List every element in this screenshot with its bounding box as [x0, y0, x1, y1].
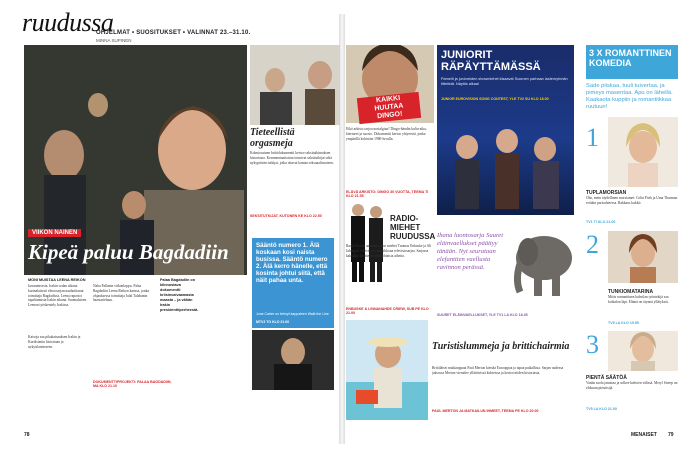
quote-photo	[252, 330, 334, 390]
elephant-photo	[508, 228, 578, 300]
romcom-number-2: 2	[586, 230, 599, 259]
quote-text: Sääntö numero 1. Älä koskaan kosi naista busissa. Sääntö numero 2. Älä kerro hänelle, että kosinta johtui siitä, että näit pahaa unta.	[256, 242, 328, 284]
feature-credit: DOKUMENTTIPROJEKTI: PALAA BAGDADIIN, MA KLO 21.10	[93, 380, 172, 388]
feature-body-1: kuvaamisesta. Irakin sodan aikana kurinalaisesti ehtoosarjan nauhoittanut toimittaja Bagdadissa. Leena raportoi tapahtumista Irakin aikana. Suomalaisen Leenan työskentely Irakissa.	[28, 284, 87, 308]
kaikki-badge: KAIKKI HUUTAA DINGO!	[357, 92, 421, 124]
juniorit-credit: JUNIOR EUROVISION SONG CONTEST, YLE TV2 SU KLO 18.00	[441, 97, 549, 101]
left-folio: 78	[24, 432, 30, 438]
romcom-item-2-title: TUNKIOMATARINA	[608, 289, 654, 295]
romcom-item-3-title: PIENTÄ SÄÄTÖÄ	[586, 375, 627, 381]
quote-credit: MTV3 TO KLO 21.00	[256, 320, 290, 324]
feature-body-3: Katsoja saa pikakatsauksen Irakin ja Kurdistanin historiaan ja nykytilanteeseen.	[28, 335, 81, 349]
feature-body-2: Naba Pallanin viikonloppu. Palaa Bagdadiin Leena Reikon kanssa, jonka ohjauksessa toimittaja Jalal Talabanin haastatteluun.	[93, 284, 149, 303]
radio-credit: ENBUSKE & LINNANAHDE CRIEW, SUB PE KLO 21.00	[346, 307, 429, 315]
radio-photo	[346, 200, 386, 282]
quote-attribution: June Carter on tehnyt kappaleen Walk the Line	[256, 312, 329, 316]
romcom-photo-1	[608, 117, 678, 187]
elephant-quote: Ihana luontosarja Suuret eläinvaellukset päättyy tänään. Nyt seurataan elefanttien vaellusta ravinnon perässä.	[437, 232, 504, 271]
turist-body: Brittiläiset matkaoppaat Paul Merton kiertää Eurooppaa ja tapaa paikallisia. Sarjan uudessa jaksossa Merton vierailee yllättävissä kohteissa ja kertoo niiden historiasta.	[432, 366, 564, 375]
orgasm-photo	[250, 45, 340, 125]
kaikki-credit: ELÄVÄ ARKISTO: DINGO 30 VUOTTA, TEEMA TI KLO 21.55	[346, 190, 429, 198]
masthead-subtitle: OHJELMAT • SUOSITUKSET • VALINNAT 23.–31.10.	[96, 30, 251, 36]
masthead-title: ruudussa	[22, 8, 114, 37]
juniorit-panel	[437, 45, 574, 215]
romcom-item-3-credit: TV5 LA KLO 21.00	[586, 407, 617, 411]
romcom-item-1-credit: TV1 TI KLO 21.00	[586, 220, 616, 224]
romcom-item-2-body: Mitäs romanttinen kahvilan työntekijä saa kohtalon läpi. Elämä on täynnä yllätyksiä.	[608, 295, 669, 304]
romcom-item-3-body: Vanha suola janottaa ja solkee kahvien välissä. Meryl Streep on elokuun pirtuitsijä.	[586, 381, 678, 390]
masthead-byline: MINNA SUPINEN	[96, 38, 132, 43]
romcom-intro: Sade piiskaa, tuuli tuivertaa, ja pimeys masentaa. Apu on lähellä. Kaakaota kuppiin ja romantiikkaa ruutuun!	[586, 83, 673, 110]
kaikki-body: Eikö arkisto tarjoa nostalgiaa? Dingo-bändin kulta-aika, kiertueet ja suosio. Dokumentti kertoo yhtyeestä, jonka ympärillä kohistiin 1980-luvulla.	[346, 127, 427, 141]
romcom-column	[586, 45, 678, 420]
romcom-item-1-title: TUPLAMORSIAN	[586, 190, 627, 196]
romcom-item-2-credit: TV5 LA KLO 19.55	[608, 321, 639, 325]
feature-headline: Kipeä paluu Bagdadiin	[28, 240, 229, 264]
radio-body: Radio Novan aamuista tutut miehet Tuomas Enbuske ja Ali Jahangiri tekevät nyt kaksikkona televisiosarjaa. Sarjassa kaksikko käsittelee ajankohtaisia aiheita.	[346, 244, 432, 258]
right-folio-brand: MENAISET	[631, 432, 657, 438]
orgasm-credit: SEKSITUTKIJAT, KUTONEN KE KLO 22.50	[250, 214, 322, 218]
romcom-item-1-body: Oho, mein täydellinen morsiamet: Colin Firth ja Uma Thurman erittäin parisuhteessa. Rakkaus kukkii.	[586, 196, 678, 205]
juniorit-body: Pamelit ja junioreiden showmiehet kisaavat Suomen parhaan lastenryhmän tittelistä. Näytös alkaa!	[441, 77, 568, 86]
feature-intro: MONI MUISTAA LEENA REIKON	[28, 278, 86, 282]
feature-kicker: VIIKON NAINEN	[28, 229, 81, 237]
radio-title: RADIO-MIEHET RUUDUSSA	[390, 214, 436, 241]
turist-headline: Turistislummeja ja brittichairmia	[432, 341, 570, 352]
romcom-title: 3 X ROMANTTINEN KOMEDIA	[586, 45, 678, 79]
romcom-photo-3	[608, 331, 678, 371]
elephant-credit: SUURET ELÄINVAELLUKSET, YLE TV1 LA KLO 18.45	[437, 313, 528, 317]
feature-caption: Palaa Bagdadiin on kiinnostava dokumentti kriisinvaivaamasta maasta – ja vähän Irakin presidenttiperheestä.	[160, 278, 199, 312]
quote-box	[252, 238, 334, 328]
juniorit-photo	[437, 107, 574, 215]
orgasm-headline: Tieteellistä orgasmeja	[250, 127, 295, 149]
romcom-number-3: 3	[586, 330, 599, 359]
turist-credit: PAUL MERTON JA MATKAILUN IHMEET, TEEMA PE KLO 20.00	[432, 409, 539, 413]
turist-photo	[346, 320, 428, 420]
orgasm-body: Kolmiosainen brittidokumentti kertoo seksitutkimuksen historiasta. Kommentaattorina toimivat seksitutkijat sekä nykypäivän tutkijat, jotka ottavat kantaa seksuaalisuuteen.	[250, 151, 334, 165]
juniorit-title: JUNIORIT RÄPÄYTTÄMÄSSÄ	[441, 49, 541, 73]
romcom-number-1: 1	[586, 123, 599, 152]
right-folio-number: 79	[668, 432, 674, 438]
romcom-photo-2	[608, 231, 678, 283]
